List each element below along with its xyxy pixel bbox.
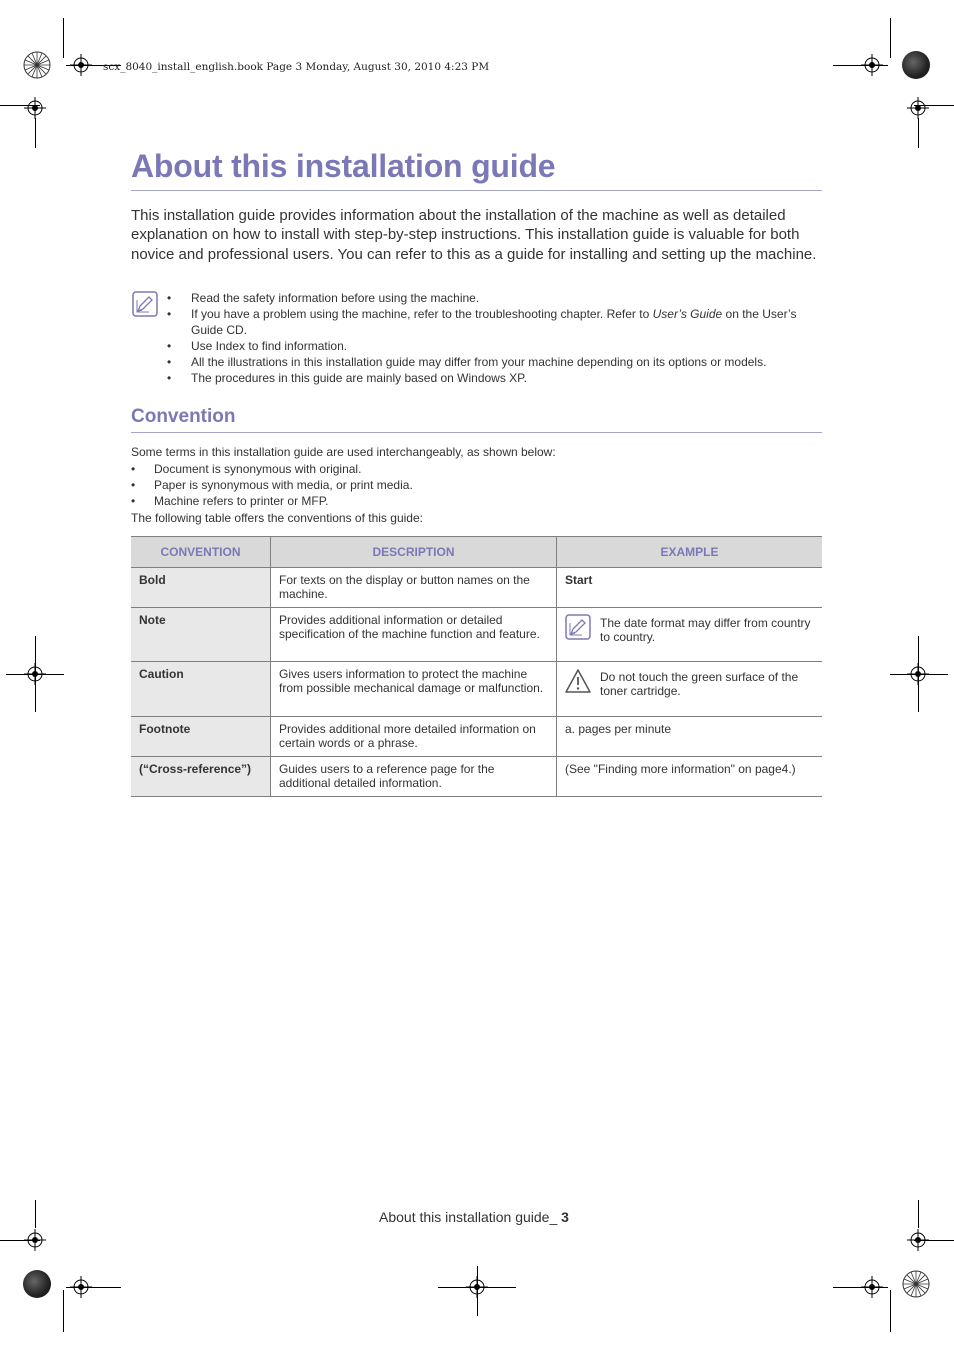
example-cell: Start xyxy=(557,568,823,608)
column-header-description: DESCRIPTION xyxy=(271,537,557,568)
footer-label: About this installation guide_ xyxy=(379,1209,558,1225)
table-row xyxy=(131,717,822,757)
example-text: Do not touch the green surface of the toner cartridge. xyxy=(600,670,799,698)
convention-cell: Bold xyxy=(131,568,271,608)
convention-cell: (“Cross-reference”) xyxy=(131,757,271,797)
column-header-convention: CONVENTION xyxy=(131,537,271,568)
note-item: • Use Index to find information. xyxy=(167,339,827,355)
description-cell: Guides users to a reference page for the additional detailed information. xyxy=(271,757,557,797)
registration-mark-icon xyxy=(907,1229,929,1251)
conventions-table xyxy=(131,536,822,797)
convention-cell: Footnote xyxy=(131,717,271,757)
table-header-row xyxy=(131,537,822,568)
dark-target-icon xyxy=(902,51,930,79)
registration-mark-icon xyxy=(24,1229,46,1251)
terms-intro: Some terms in this installation guide are used interchangeably, as shown below: xyxy=(131,445,556,459)
starburst-target-icon xyxy=(23,51,51,79)
note-item: • The procedures in this guide are mainly based on Windows XP. xyxy=(167,371,827,387)
dark-target-icon xyxy=(23,1270,51,1298)
description-cell: For texts on the display or button names on the machine. xyxy=(271,568,557,608)
term-item: • Machine refers to printer or MFP. xyxy=(131,493,413,509)
registration-mark-icon xyxy=(70,54,92,76)
page-footer xyxy=(379,1209,569,1225)
convention-cell: Note xyxy=(131,608,271,662)
users-guide-reference: User’s Guide xyxy=(652,306,723,321)
example-text: The date format may differ from country to country. xyxy=(600,616,811,644)
terms-list xyxy=(131,461,413,509)
section-title-convention: Convention xyxy=(131,406,236,427)
table-row xyxy=(131,608,822,662)
print-header: scx_8040_install_english.book Page 3 Monday, August 30, 2010 4:23 PM xyxy=(103,61,490,73)
description-cell: Gives users information to protect the machine from possible mechanical damage or malfunction. xyxy=(271,662,557,717)
registration-mark-icon xyxy=(907,663,929,685)
registration-mark-icon xyxy=(861,54,883,76)
table-row xyxy=(131,757,822,797)
section-divider xyxy=(131,432,822,433)
page-number: 3 xyxy=(561,1209,569,1225)
registration-mark-icon xyxy=(861,1276,883,1298)
example-cell xyxy=(557,608,823,662)
column-header-example: EXAMPLE xyxy=(557,537,823,568)
note-item: • All the illustrations in this installation guide may differ from your machine depending on its options or models. xyxy=(167,355,827,371)
registration-mark-icon xyxy=(70,1276,92,1298)
starburst-target-icon xyxy=(902,1270,930,1298)
table-row xyxy=(131,662,822,717)
example-cell xyxy=(557,662,823,717)
table-intro: The following table offers the conventions of this guide: xyxy=(131,511,423,525)
note-pencil-icon xyxy=(565,614,591,640)
registration-mark-icon xyxy=(24,97,46,119)
description-cell: Provides additional more detailed information on certain words or a phrase. xyxy=(271,717,557,757)
note-list xyxy=(167,291,827,387)
page-title: About this installation guide xyxy=(131,148,556,184)
registration-mark-icon xyxy=(466,1276,488,1298)
example-cell: (See "Finding more information" on page4.) xyxy=(557,757,823,797)
registration-mark-icon xyxy=(907,97,929,119)
caution-triangle-icon xyxy=(565,668,591,694)
note-item: • Read the safety information before using the machine. xyxy=(167,291,827,307)
table-row xyxy=(131,568,822,608)
term-item: • Document is synonymous with original. xyxy=(131,461,413,477)
title-divider xyxy=(131,190,822,191)
note-pencil-icon xyxy=(132,291,158,317)
term-item: • Paper is synonymous with media, or print media. xyxy=(131,477,413,493)
registration-mark-icon xyxy=(24,663,46,685)
description-cell: Provides additional information or detailed specification of the machine function and feature. xyxy=(271,608,557,662)
intro-paragraph: This installation guide provides information about the installation of the machine as well as detailed explanation on how to install with step-by-step instructions. This installation guide is valuable for both novice and professional users. You can refer to this as a guide for installing and setting up the machine. xyxy=(131,207,817,263)
convention-cell: Caution xyxy=(131,662,271,717)
note-item: • If you have a problem using the machine, refer to the troubleshooting chapter. Refer to User’s Guide on the User’s Guide CD. xyxy=(167,307,827,338)
example-cell: a. pages per minute xyxy=(557,717,823,757)
